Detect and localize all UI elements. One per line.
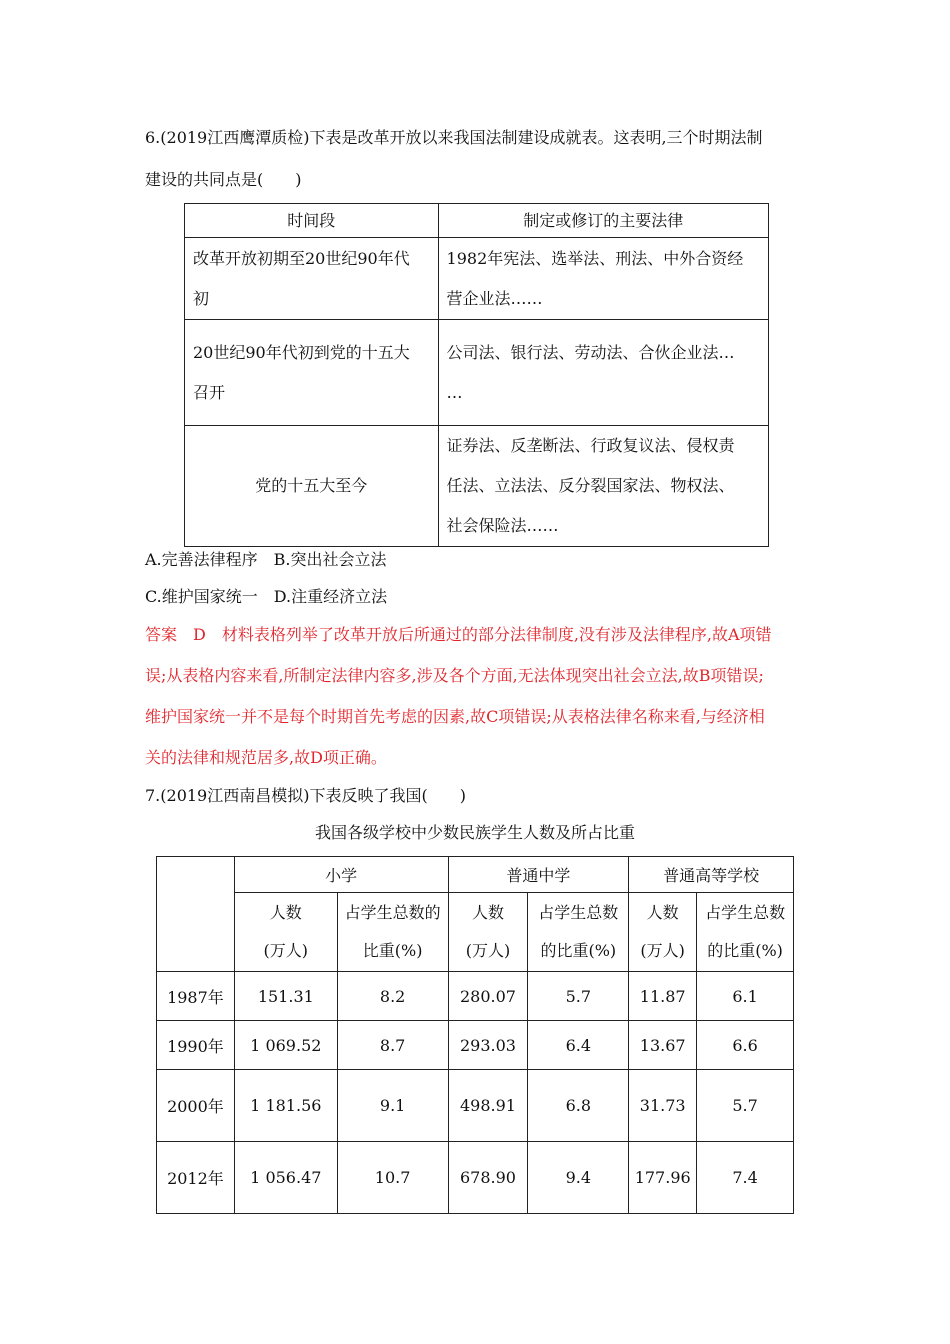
- group-header-middle: 普通中学: [448, 857, 629, 893]
- q6-law-table: [184, 203, 769, 547]
- q7-stem: 7.(2019江西南昌模拟)下表反映了我国( ): [145, 786, 466, 805]
- year-cell: 1987年: [157, 972, 235, 1021]
- table-row: [185, 238, 769, 320]
- value-cell: 280.07: [448, 972, 528, 1021]
- value-cell: 6.1: [697, 972, 794, 1021]
- value-cell: 5.7: [528, 972, 629, 1021]
- period-text: 党的十五大至今: [185, 426, 439, 547]
- value-cell: 678.90: [448, 1142, 528, 1214]
- sub-header-share: 占学生总数的: [344, 903, 441, 922]
- value-cell: 293.03: [448, 1021, 528, 1070]
- q6-options-line1: A.完善法律程序 B.突出社会立法: [145, 550, 387, 569]
- laws-text: 1982年宪法、选举法、刑法、中外合资经: [446, 248, 744, 268]
- q7-student-table: [156, 856, 794, 1214]
- value-cell: 6.4: [528, 1021, 629, 1070]
- sub-header-share: 占学生总数: [705, 903, 786, 922]
- value-cell: 498.91: [448, 1070, 528, 1142]
- group-header-higher: 普通高等学校: [629, 857, 794, 893]
- sub-header-count: (万人): [640, 941, 685, 960]
- q6-stem-line1: 6.(2019江西鹰潭质检)下表是改革开放以来我国法制建设成就表。这表明,三个时期法制: [145, 128, 763, 147]
- sub-header-share: 比重(%): [362, 941, 423, 960]
- laws-text: …: [446, 382, 463, 402]
- q6-answer-line3: 维护国家统一并不是每个时期首先考虑的因素,故C项错误;从表格法律名称来看,与经济相: [145, 707, 765, 726]
- group-header-primary: 小学: [234, 857, 448, 893]
- value-cell: 8.2: [337, 972, 448, 1021]
- q6-answer-line4: 关的法律和规范居多,故D项正确。: [145, 748, 387, 767]
- q7-table-title: 我国各级学校中少数民族学生人数及所占比重: [314, 823, 635, 842]
- sub-header-count: 人数: [471, 903, 504, 922]
- period-text: 改革开放初期至20世纪90年代: [193, 248, 410, 268]
- period-text: 初: [193, 288, 210, 308]
- period-text: 召开: [193, 382, 226, 402]
- sub-header-share: 的比重(%): [540, 941, 617, 960]
- value-cell: 7.4: [697, 1142, 794, 1214]
- year-cell: 1990年: [157, 1021, 235, 1070]
- laws-text: 营企业法……: [446, 288, 543, 308]
- year-cell: 2000年: [157, 1070, 235, 1142]
- q6-header-laws: 制定或修订的主要法律: [438, 204, 768, 238]
- value-cell: 1 056.47: [234, 1142, 337, 1214]
- value-cell: 9.1: [337, 1070, 448, 1142]
- value-cell: 6.8: [528, 1070, 629, 1142]
- laws-text: 证券法、反垄断法、行政复议法、侵权责: [446, 436, 735, 455]
- laws-text: 任法、立法法、反分裂国家法、物权法、: [446, 476, 735, 495]
- table-row: [157, 972, 794, 1021]
- value-cell: 1 069.52: [234, 1021, 337, 1070]
- table-row: [185, 426, 769, 547]
- q6-stem-line2: 建设的共同点是( ): [145, 170, 302, 189]
- value-cell: 13.67: [629, 1021, 697, 1070]
- value-cell: 5.7: [697, 1070, 794, 1142]
- sub-header-count: (万人): [263, 941, 309, 960]
- value-cell: 6.6: [697, 1021, 794, 1070]
- value-cell: 31.73: [629, 1070, 697, 1142]
- q6-answer-line2: 误;从表格内容来看,所制定法律内容多,涉及各个方面,无法体现突出社会立法,故B项错误;: [145, 666, 764, 685]
- laws-text: 社会保险法……: [446, 516, 559, 535]
- laws-text: 公司法、银行法、劳动法、合伙企业法…: [446, 342, 735, 362]
- sub-header-count: 人数: [646, 903, 679, 922]
- table-corner-cell: [157, 857, 235, 972]
- value-cell: 151.31: [234, 972, 337, 1021]
- table-row: [157, 1021, 794, 1070]
- year-cell: 2012年: [157, 1142, 235, 1214]
- value-cell: 9.4: [528, 1142, 629, 1214]
- value-cell: 177.96: [629, 1142, 697, 1214]
- period-text: 20世纪90年代初到党的十五大: [193, 342, 410, 362]
- sub-header-count: (万人): [465, 941, 511, 960]
- value-cell: 1 181.56: [234, 1070, 337, 1142]
- value-cell: 11.87: [629, 972, 697, 1021]
- sub-header-count: 人数: [269, 903, 302, 922]
- value-cell: 8.7: [337, 1021, 448, 1070]
- q6-answer-line1: 答案 D 材料表格列举了改革开放后所通过的部分法律制度,没有涉及法律程序,故A项错: [145, 625, 772, 644]
- table-row: [157, 1070, 794, 1142]
- table-row: [157, 1142, 794, 1214]
- sub-header-share: 的比重(%): [707, 941, 783, 960]
- q6-options-line2: C.维护国家统一 D.注重经济立法: [145, 587, 388, 606]
- value-cell: 10.7: [337, 1142, 448, 1214]
- table-row: [185, 320, 769, 426]
- q6-header-period: 时间段: [185, 204, 439, 238]
- sub-header-share: 占学生总数: [538, 903, 619, 922]
